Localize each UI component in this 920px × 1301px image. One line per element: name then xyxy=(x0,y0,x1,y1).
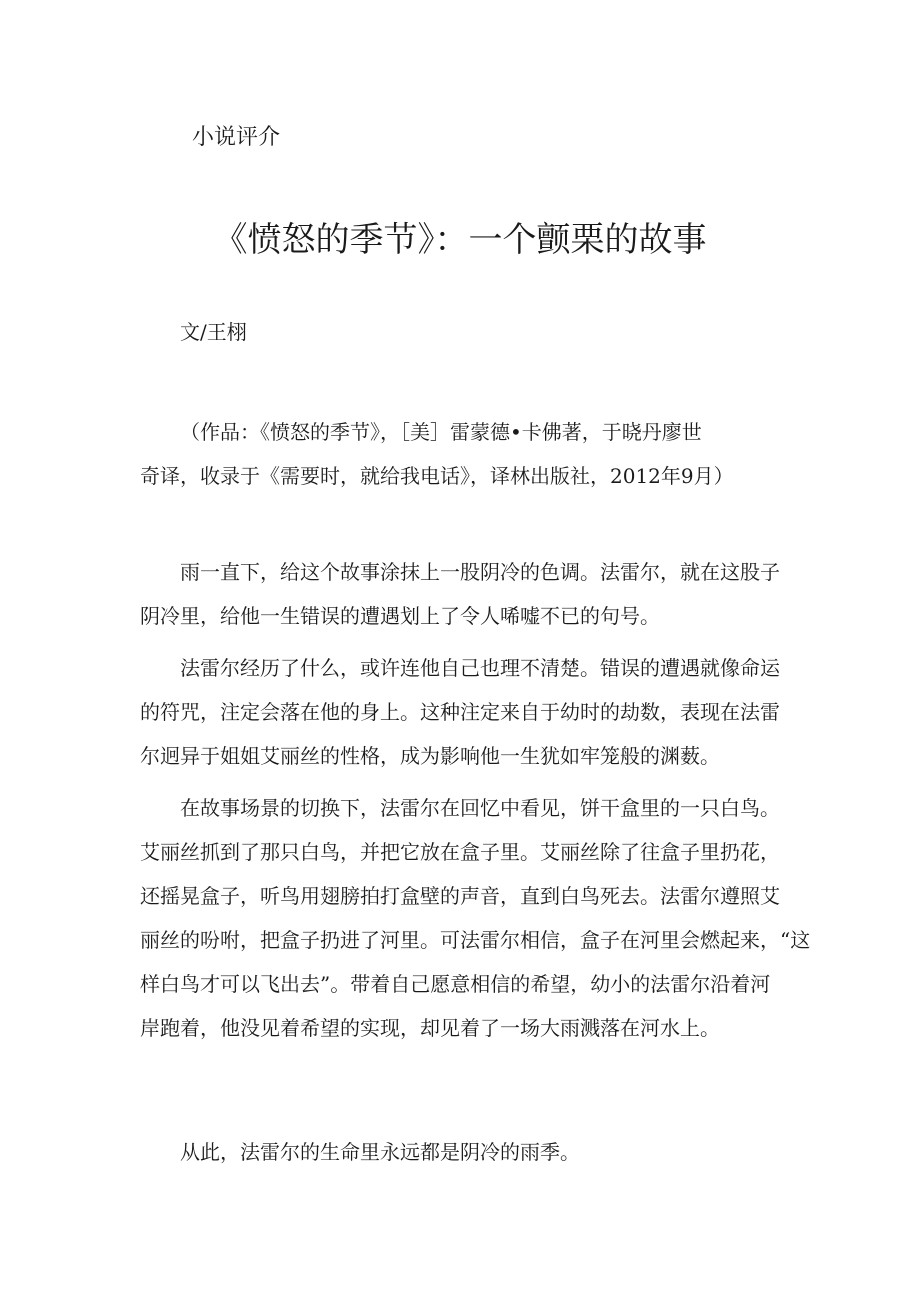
paragraph-line: 的符咒，注定会落在他的身上。这种注定来自于幼时的劫数，表现在法雷 xyxy=(140,700,780,724)
paragraph-line: 尔迥异于姐姐艾丽丝的性格，成为影响他一生犹如牢笼般的渊薮。 xyxy=(140,744,720,768)
paragraph-line: 艾丽丝抓到了那只白鸟，并把它放在盒子里。艾丽丝除了往盒子里扔花， xyxy=(140,840,780,864)
section-label: 小说评介 xyxy=(192,125,281,150)
article-title: 《愤怒的季节》：一个颤栗的故事 xyxy=(213,220,707,260)
paragraph-line: 法雷尔经历了什么，或许连他自己也理不清楚。错误的遭遇就像命运 xyxy=(180,656,780,680)
body-paragraph xyxy=(140,786,811,1050)
paragraph-line: 样白鸟才可以飞出去”。带着自己愿意相信的希望，幼小的法雷尔沿着河 xyxy=(140,972,771,996)
body-paragraph xyxy=(140,646,800,778)
note-line: 奇译，收录于《需要时，就给我电话》，译林出版社，2012年9月） xyxy=(140,464,734,488)
paragraph-line: 还摇晃盒子，听鸟用翅膀拍打盒壁的声音，直到白鸟死去。法雷尔遵照艾 xyxy=(140,884,780,908)
publication-note xyxy=(140,410,800,498)
paragraph-line: 岸跑着，他没见着希望的实现，却见着了一场大雨溅落在河水上。 xyxy=(140,1016,720,1040)
paragraph-line: 丽丝的吩咐，把盒子扔进了河里。可法雷尔相信，盒子在河里会燃起来，“这 xyxy=(140,928,811,952)
author-byline: 文/王栩 xyxy=(180,320,247,344)
note-line: （作品：《愤怒的季节》，［美］雷蒙德•卡佛著，于晓丹廖世 xyxy=(180,420,702,444)
paragraph-line: 雨一直下，给这个故事涂抹上一股阴冷的色调。法雷尔，就在这股子 xyxy=(180,560,780,584)
closing-line: 从此，法雷尔的生命里永远都是阴冷的雨季。 xyxy=(180,1140,580,1164)
paragraph-line: 在故事场景的切换下，法雷尔在回忆中看见，饼干盒里的一只白鸟。 xyxy=(180,796,780,820)
paragraph-line: 阴冷里，给他一生错误的遭遇划上了令人唏嘘不已的句号。 xyxy=(140,604,660,628)
body-paragraph xyxy=(140,550,800,638)
article-body xyxy=(140,550,811,1058)
